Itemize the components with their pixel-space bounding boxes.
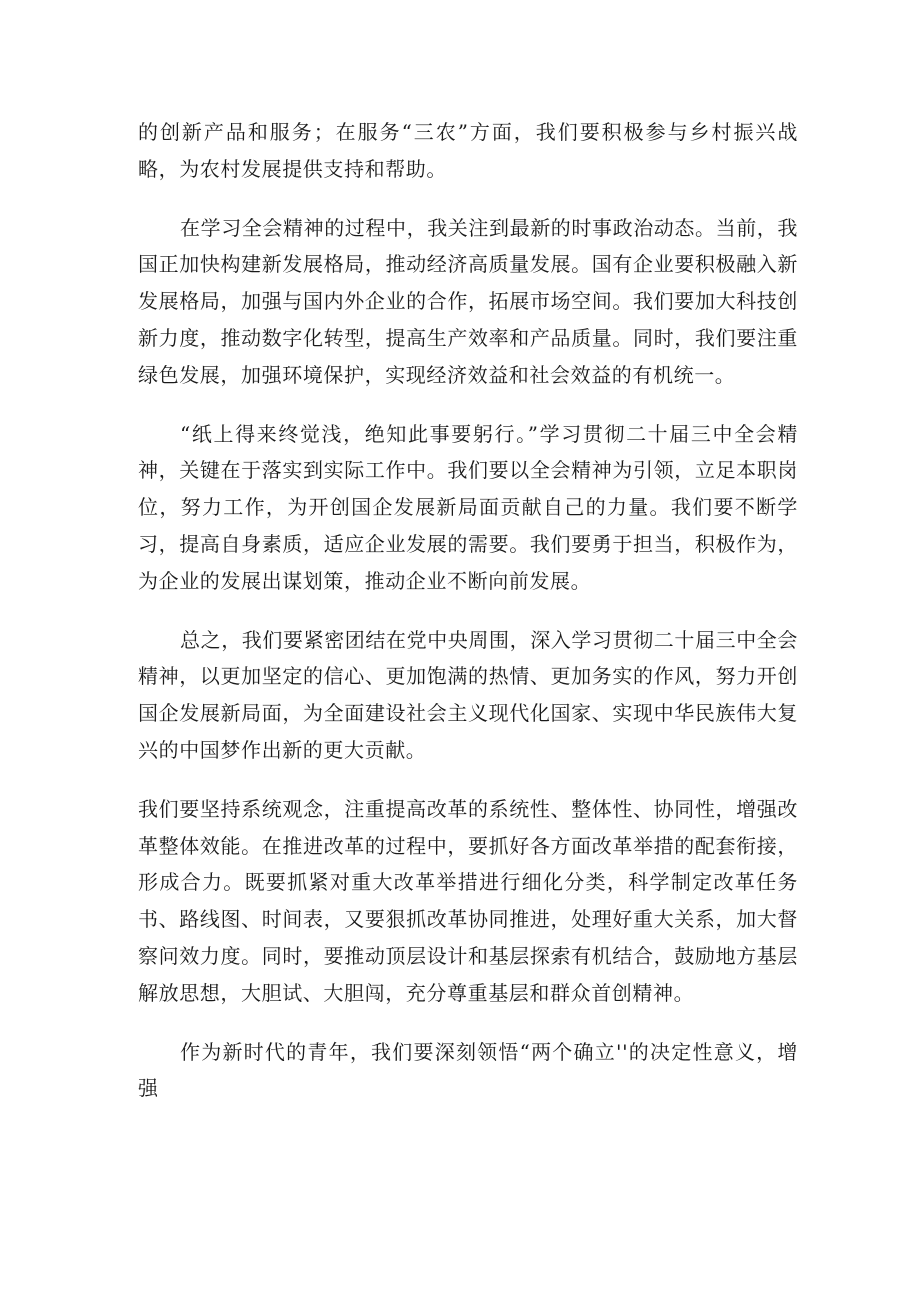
document-body	[138, 114, 798, 1129]
paragraph-3: “纸上得来终觉浅，绝知此事要躬行。”学习贯彻二十届三中全会精神，关键在于落实到实际工作中。我们要以全会精神为引领，立足本职岗位，努力工作，为开创国企发展新局面贡献自己的力量。我们要不断学习，提高自身素质，适应企业发展的需要。我们要勇于担当，积极作为，为企业的发展出谋划策，推动企业不断向前发展。	[138, 421, 798, 593]
paragraph-1: 的创新产品和服务；在服务“三农”方面，我们要积极参与乡村振兴战略，为农村发展提供支持和帮助。	[138, 120, 798, 181]
paragraph-2: 在学习全会精神的过程中，我关注到最新的时事政治动态。当前，我国正加快构建新发展格局，推动经济高质量发展。国有企业要积极融入新发展格局，加强与国内外企业的合作，拓展市场空间。我们要加大科技创新力度，推动数字化转型，提高生产效率和产品质量。同时，我们要注重绿色发展，加强环境保护，实现经济效益和社会效益的有机统一。	[138, 215, 798, 387]
paragraph-6: 作为新时代的青年，我们要深刻领悟“两个确立''的决定性意义，增强	[138, 1039, 798, 1101]
paragraph-4: 总之，我们要紧密团结在党中央周围，深入学习贯彻二十届三中全会精神，以更加坚定的信心、更加饱满的热情、更加务实的作风，努力开创国企发展新局面，为全面建设社会主义现代化国家、实现中华民族伟大复兴的中国梦作出新的更大贡献。	[138, 627, 798, 762]
paragraph-5: 我们要坚持系统观念，注重提高改革的系统性、整体性、协同性，增强改革整体效能。在推进改革的过程中，要抓好各方面改革举措的配套衔接，形成合力。既要抓紧对重大改革举措进行细化分类，科学制定改革任务书、路线图、时间表，又要狠抓改革协同推进，处理好重大关系，加大督察问效力度。同时，要推动顶层设计和基层探索有机结合，鼓励地方基层解放思想，大胆试、大胆闯，充分尊重基层和群众首创精神。	[138, 796, 798, 1005]
